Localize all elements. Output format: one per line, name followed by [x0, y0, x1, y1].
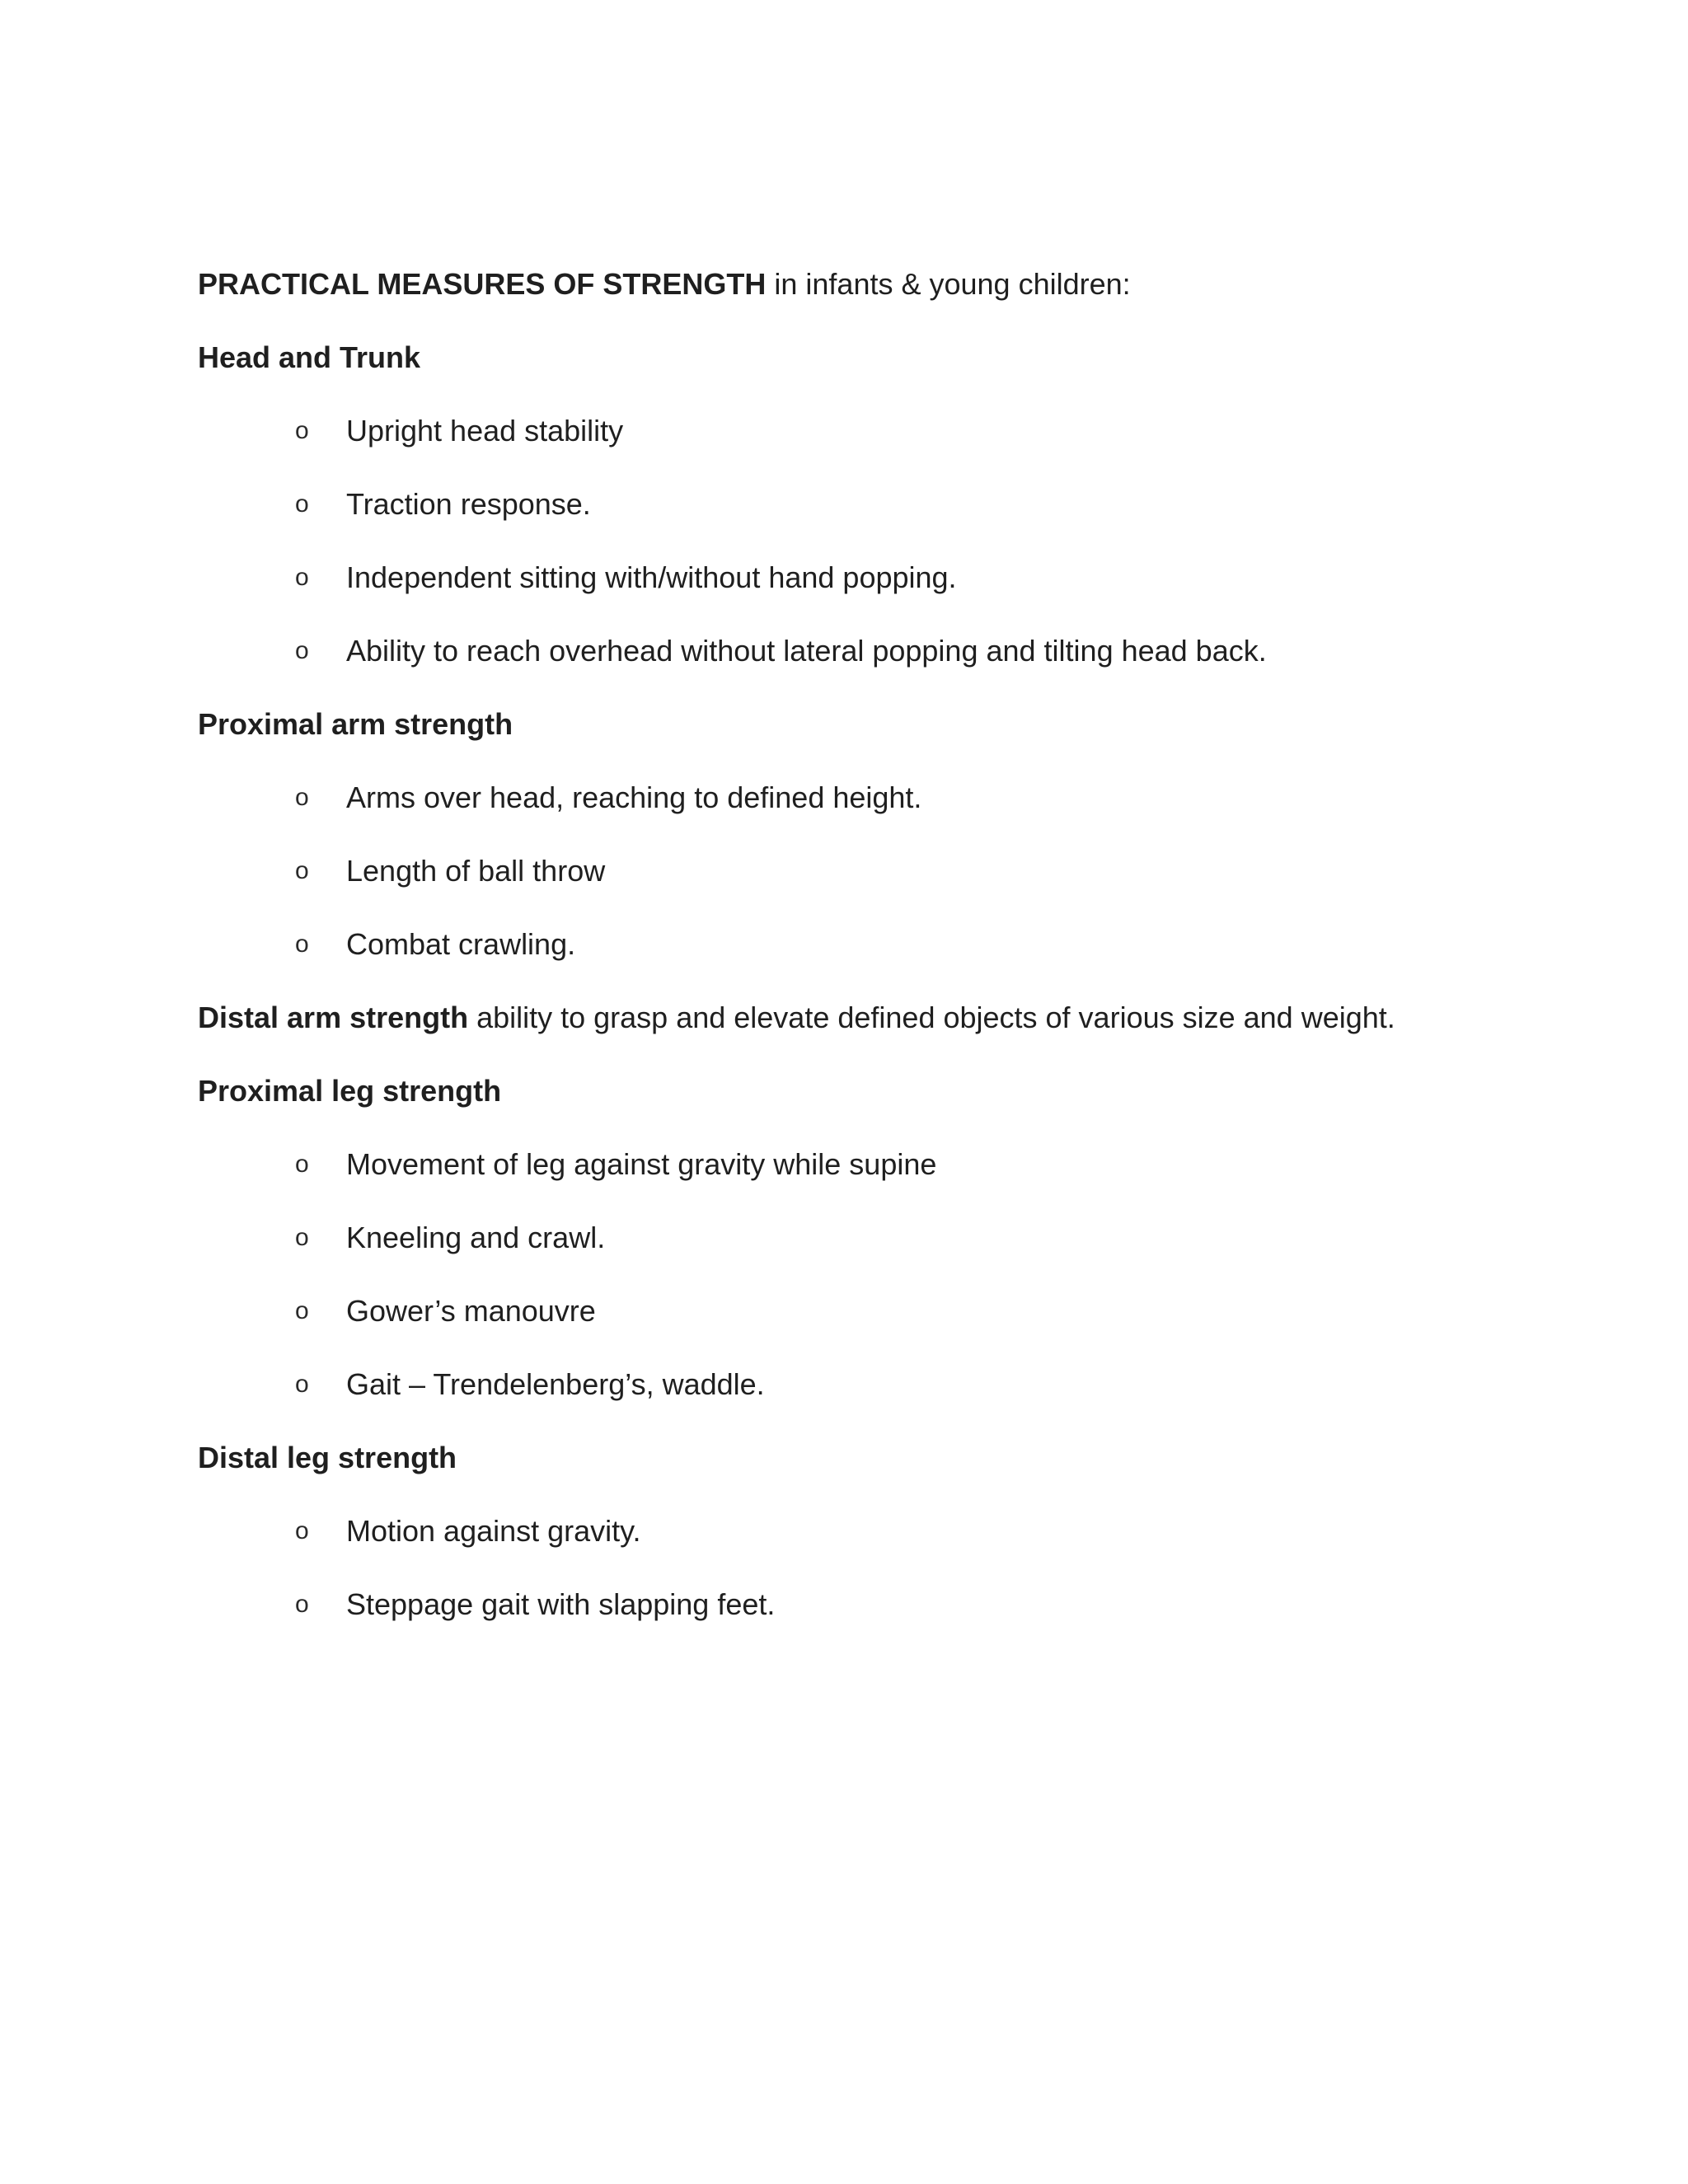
- document-title: [198, 265, 1533, 302]
- list-item: [198, 852, 1533, 889]
- list-item: [198, 1292, 1533, 1329]
- title-rest: in infants & young children:: [766, 267, 1131, 301]
- list-item-text: Traction response.: [346, 487, 591, 521]
- heading-proximal-leg: Proximal leg strength: [198, 1074, 502, 1108]
- heading-distal-leg: Distal leg strength: [198, 1441, 457, 1474]
- list-item-text: Upright head stability: [346, 414, 624, 448]
- bullet-icon: o: [295, 1151, 309, 1178]
- bullet-icon: o: [295, 1517, 309, 1544]
- list-item-text: Ability to reach overhead without lateral popping and tilting head back.: [346, 634, 1267, 668]
- bullet-icon: o: [295, 564, 309, 591]
- list-item-text: Motion against gravity.: [346, 1514, 641, 1548]
- bullet-icon: o: [295, 1371, 309, 1398]
- list-item-text: Kneeling and crawl.: [346, 1221, 606, 1254]
- heading-proximal-arm: Proximal arm strength: [198, 707, 513, 741]
- bullet-icon: o: [295, 417, 309, 444]
- list-item: [198, 632, 1533, 669]
- list-item: [198, 559, 1533, 596]
- list-distal-leg: [198, 1512, 1533, 1623]
- list-item: [198, 1512, 1533, 1549]
- list-item-text: Arms over head, reaching to defined height.: [346, 780, 922, 814]
- list-item-text: Combat crawling.: [346, 927, 576, 961]
- list-proximal-arm: [198, 779, 1533, 963]
- bullet-icon: o: [295, 1297, 309, 1324]
- list-item-text: Independent sitting with/without hand popping.: [346, 560, 957, 594]
- bullet-icon: o: [295, 857, 309, 884]
- bullet-icon: o: [295, 637, 309, 664]
- list-item: [198, 1146, 1533, 1183]
- distal-arm-paragraph: [198, 999, 1533, 1036]
- list-proximal-leg: [198, 1146, 1533, 1403]
- list-item-text: Gower’s manouvre: [346, 1294, 596, 1328]
- list-item: [198, 779, 1533, 816]
- list-item: [198, 412, 1533, 449]
- bullet-icon: o: [295, 1591, 309, 1618]
- distal-arm-text: ability to grasp and elevate defined objects of various size and weight.: [468, 1001, 1395, 1034]
- list-item: [198, 485, 1533, 523]
- list-head-trunk: [198, 412, 1533, 669]
- list-item: [198, 1586, 1533, 1623]
- bullet-icon: o: [295, 784, 309, 811]
- heading-distal-arm: Distal arm strength: [198, 1001, 469, 1034]
- bullet-icon: o: [295, 930, 309, 958]
- list-item-text: Gait – Trendelenberg’s, waddle.: [346, 1367, 765, 1401]
- title-bold: PRACTICAL MEASURES OF STRENGTH: [198, 267, 767, 301]
- bullet-icon: o: [295, 1224, 309, 1251]
- bullet-icon: o: [295, 490, 309, 518]
- list-item-text: Movement of leg against gravity while supine: [346, 1147, 937, 1181]
- list-item-text: Length of ball throw: [346, 854, 606, 888]
- list-item: [198, 1219, 1533, 1256]
- list-item: [198, 926, 1533, 963]
- document-body: [198, 265, 1533, 1659]
- heading-head-trunk: Head and Trunk: [198, 340, 421, 374]
- list-item-text: Steppage gait with slapping feet.: [346, 1587, 776, 1621]
- list-item: [198, 1366, 1533, 1403]
